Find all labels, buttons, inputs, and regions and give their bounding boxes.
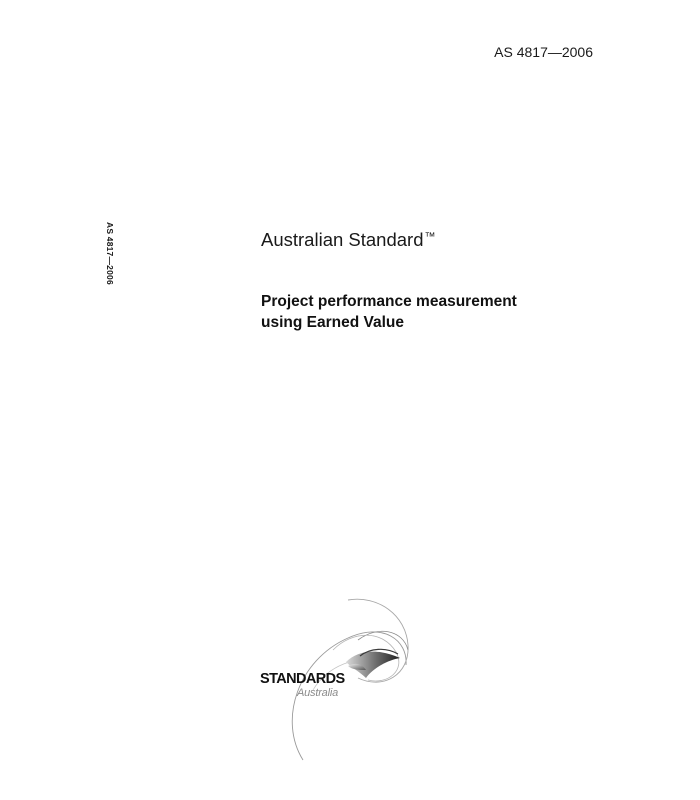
trademark-symbol: ™ bbox=[424, 231, 436, 243]
document-title bbox=[261, 291, 601, 333]
standards-wordmark: STANDARDS bbox=[260, 671, 345, 687]
series-title-text: Australian Standard bbox=[261, 229, 424, 250]
australia-wordmark: Australia bbox=[297, 687, 338, 699]
series-title bbox=[261, 229, 436, 251]
standard-code-header: AS 4817—2006 bbox=[494, 44, 593, 60]
document-title-line-2: using Earned Value bbox=[261, 314, 404, 331]
document-title-line-1: Project performance measurement bbox=[261, 293, 517, 310]
spine-standard-code: AS 4817—2006 bbox=[105, 222, 115, 285]
